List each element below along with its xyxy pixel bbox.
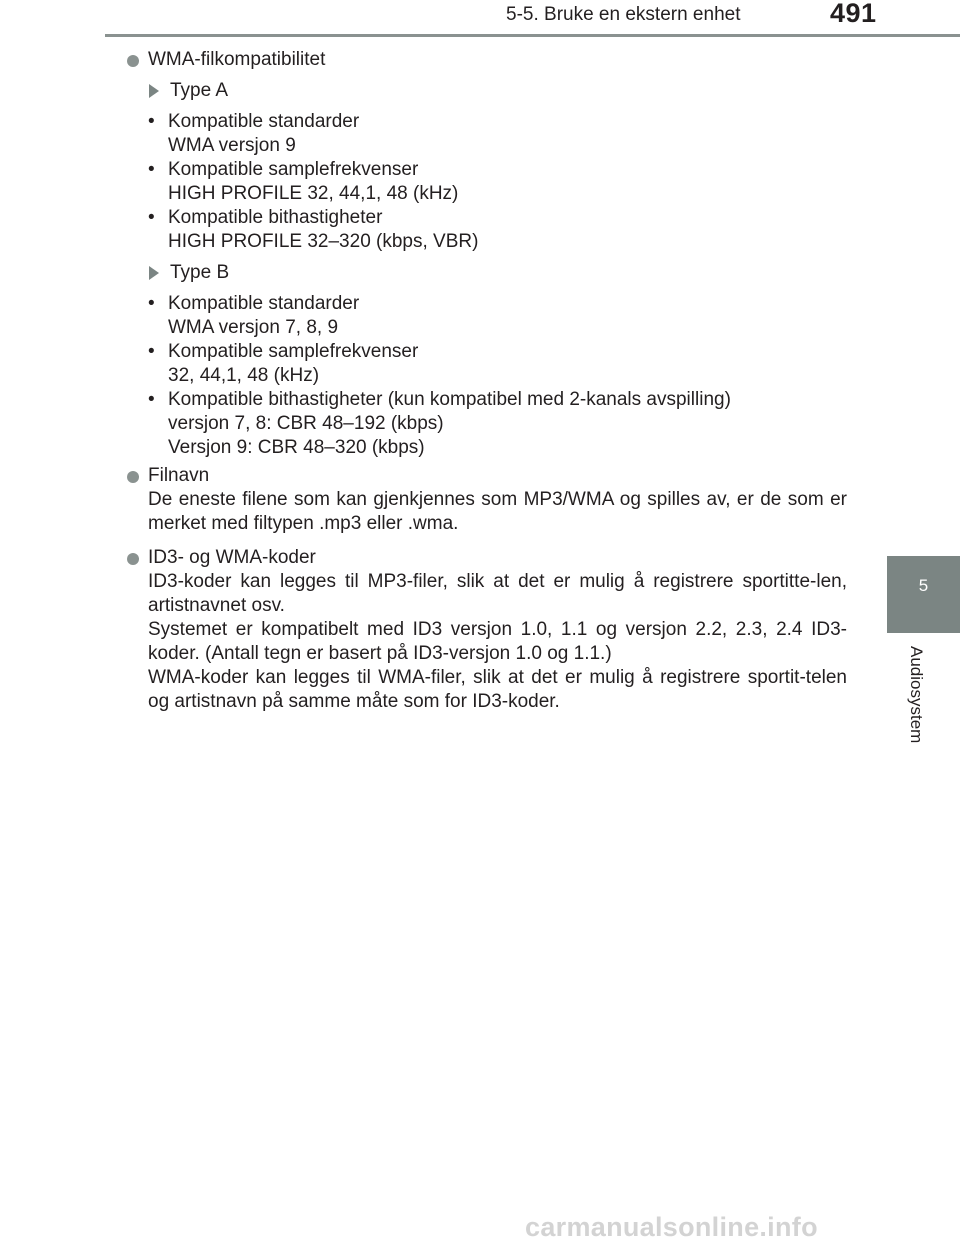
chapter-tab[interactable] xyxy=(887,556,960,633)
bullet-dot-icon xyxy=(127,553,139,565)
list-item: • Kompatible standarder WMA versjon 7, 8, 9 xyxy=(148,293,360,338)
header-divider xyxy=(105,34,960,37)
watermark-url: carmanualsonline.info xyxy=(525,1212,818,1242)
id3-section xyxy=(127,546,847,714)
type-a-heading: Type A xyxy=(127,79,847,103)
list-item: • Kompatible bithastigheter (kun kompatibel med 2-kanals avspilling) versjon 7, 8: CBR 48–192 (kbps) Versjon 9: CBR 48–320 (kbps) xyxy=(148,389,731,458)
chapter-number: 5 xyxy=(918,576,929,595)
filnavn-heading: Filnavn xyxy=(148,465,210,486)
type-a-list xyxy=(127,110,847,254)
triangle-bullet-icon xyxy=(149,84,159,98)
id3-paragraph-2: Systemet er kompatibelt med ID3 versjon 1.0, 1.1 og versjon 2.2, 2.3, 2.4 ID3-koder. (Antall tegn er basert på ID3-versjon 1.0 og 1.1.) xyxy=(148,619,847,664)
page-content xyxy=(127,48,847,714)
list-item: • Kompatible samplefrekvenser HIGH PROFILE 32, 44,1, 48 (kHz) xyxy=(148,159,459,204)
wma-heading: WMA-filkompatibilitet xyxy=(148,49,326,70)
filnavn-section xyxy=(127,464,847,536)
list-item: • Kompatible samplefrekvenser 32, 44,1, 48 (kHz) xyxy=(148,341,419,386)
list-item: • Kompatible standarder WMA versjon 9 xyxy=(148,111,360,156)
id3-heading: ID3- og WMA-koder xyxy=(148,547,316,568)
list-item: • Kompatible bithastigheter HIGH PROFILE 32–320 (kbps, VBR) xyxy=(148,207,479,252)
filnavn-text: De eneste filene som kan gjenkjennes som MP3/WMA og spilles av, er de som er merket med filtypen .mp3 eller .wma. xyxy=(148,489,847,534)
section-title: 5-5. Bruke en ekstern enhet xyxy=(506,4,741,25)
id3-paragraph-3: WMA-koder kan legges til WMA-filer, slik at det er mulig å registrere sportit-telen og artistnavn på samme måte som for ID3-koder. xyxy=(148,667,847,712)
wma-section xyxy=(127,48,847,72)
type-b-heading: Type B xyxy=(127,261,847,285)
bullet-dot-icon xyxy=(127,471,139,483)
id3-paragraph-1: ID3-koder kan legges til MP3-filer, slik at det er mulig å registrere sportitte-len, artistnavnet osv. xyxy=(148,571,847,616)
chapter-label: Audiosystem xyxy=(907,646,926,744)
bullet-dot-icon xyxy=(127,55,139,67)
type-b-list xyxy=(127,292,847,460)
triangle-bullet-icon xyxy=(149,266,159,280)
page-number: 491 xyxy=(830,0,877,28)
